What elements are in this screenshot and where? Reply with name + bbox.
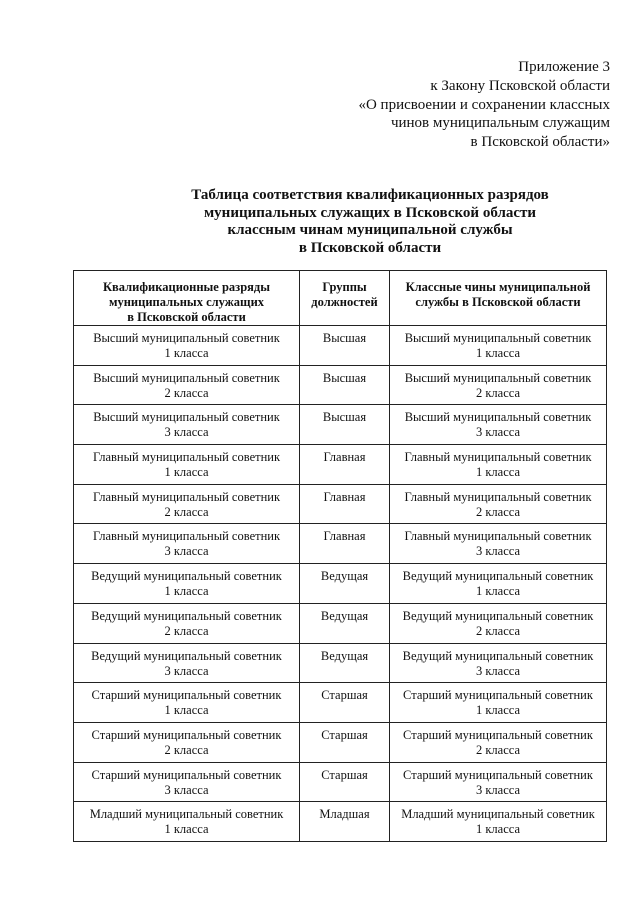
cell-class-rank bbox=[390, 762, 607, 802]
cell-text: Ведущий муниципальный советник bbox=[402, 608, 594, 623]
cell-class-rank bbox=[390, 524, 607, 564]
cell-text: Главная bbox=[323, 489, 366, 504]
appendix-line: к Закону Псковской области bbox=[430, 77, 610, 94]
cell-position-group bbox=[300, 683, 390, 723]
cell-text: Высшая bbox=[322, 370, 367, 385]
cell-text: 1 класса bbox=[164, 584, 209, 599]
cell-qualification-rank bbox=[74, 643, 300, 683]
header-qualification-ranks bbox=[74, 271, 300, 326]
cell-text: 1 класса bbox=[164, 465, 209, 480]
cell-qualification-rank bbox=[74, 524, 300, 564]
cell-text: 1 класса bbox=[164, 346, 209, 360]
cell-position-group bbox=[300, 365, 390, 405]
cell-text: Высший муниципальный советник bbox=[404, 370, 592, 385]
cell-class-rank bbox=[390, 445, 607, 485]
cell-text: Высший муниципальный советник bbox=[404, 410, 592, 425]
cell-class-rank bbox=[390, 484, 607, 524]
cell-text: Высший муниципальный советник bbox=[93, 331, 280, 345]
cell-text: Главный муниципальный советник bbox=[404, 489, 592, 504]
cell-text: 2 класса bbox=[164, 623, 209, 638]
cell-qualification-rank bbox=[74, 603, 300, 643]
title-line: муниципальных служащих в Псковской области bbox=[203, 204, 537, 221]
cell-text: 3 класса bbox=[164, 663, 209, 678]
table-title bbox=[150, 187, 590, 257]
cell-position-group bbox=[300, 802, 390, 842]
cell-qualification-rank bbox=[74, 564, 300, 604]
cell-text: 1 класса bbox=[164, 703, 209, 718]
cell-qualification-rank bbox=[74, 683, 300, 723]
cell-class-rank bbox=[390, 722, 607, 762]
cell-class-rank bbox=[390, 643, 607, 683]
cell-qualification-rank bbox=[74, 326, 300, 366]
cell-text: Ведущая bbox=[320, 608, 369, 623]
table-row bbox=[74, 722, 607, 762]
table-row bbox=[74, 445, 607, 485]
table-header-row bbox=[74, 271, 607, 326]
table-row bbox=[74, 643, 607, 683]
cell-text: Главный муниципальный советник bbox=[92, 529, 281, 544]
cell-text: 3 класса bbox=[475, 425, 521, 440]
cell-class-rank bbox=[390, 683, 607, 723]
cell-text: Высшая bbox=[322, 331, 367, 345]
cell-text: 3 класса bbox=[164, 782, 209, 797]
appendix-line: «О присвоении и сохранении классных bbox=[358, 96, 610, 113]
cell-position-group bbox=[300, 603, 390, 643]
cell-text: Ведущая bbox=[320, 569, 369, 584]
table-row bbox=[74, 603, 607, 643]
cell-text: 3 класса bbox=[164, 425, 209, 440]
cell-class-rank bbox=[390, 365, 607, 405]
header-line: должностей bbox=[311, 295, 378, 309]
cell-position-group bbox=[300, 326, 390, 366]
cell-text: 1 класса bbox=[475, 822, 521, 837]
cell-text: Старший муниципальный советник bbox=[91, 767, 282, 782]
title-line: Таблица соответствия квалификационных разрядов bbox=[191, 187, 549, 203]
cell-text: Главный муниципальный советник bbox=[404, 529, 592, 544]
cell-position-group bbox=[300, 524, 390, 564]
cell-text: Младшая bbox=[319, 807, 370, 822]
cell-text: Высший муниципальный советник bbox=[404, 331, 592, 345]
table-row bbox=[74, 484, 607, 524]
header-line: в Псковской области bbox=[127, 310, 246, 324]
cell-text: Высшая bbox=[322, 410, 367, 425]
table-row bbox=[74, 762, 607, 802]
cell-text: Ведущий муниципальный советник bbox=[402, 569, 594, 584]
cell-class-rank bbox=[390, 564, 607, 604]
cell-text: Старший муниципальный советник bbox=[403, 688, 593, 703]
cell-text: 2 класса bbox=[164, 385, 209, 400]
cell-text: 2 класса bbox=[475, 623, 521, 638]
table-body bbox=[74, 326, 607, 842]
header-line: Классные чины муниципальной bbox=[405, 280, 591, 294]
table-row bbox=[74, 564, 607, 604]
cell-position-group bbox=[300, 762, 390, 802]
cell-position-group bbox=[300, 484, 390, 524]
cell-qualification-rank bbox=[74, 365, 300, 405]
correspondence-table bbox=[73, 270, 607, 842]
cell-text: Главная bbox=[323, 450, 366, 465]
cell-qualification-rank bbox=[74, 484, 300, 524]
header-line: Квалификационные разряды bbox=[102, 280, 271, 294]
cell-text: Младший муниципальный советник bbox=[401, 807, 595, 822]
appendix-line: Приложение 3 bbox=[518, 59, 610, 75]
cell-text: Старший муниципальный советник bbox=[91, 688, 282, 703]
cell-position-group bbox=[300, 564, 390, 604]
header-line: Группы bbox=[322, 280, 367, 294]
cell-text: Старшая bbox=[321, 727, 368, 742]
cell-text: Старшая bbox=[321, 767, 368, 782]
table-row bbox=[74, 683, 607, 723]
cell-qualification-rank bbox=[74, 445, 300, 485]
cell-text: Старший муниципальный советник bbox=[403, 727, 593, 742]
table-row bbox=[74, 802, 607, 842]
cell-text: 2 класса bbox=[475, 504, 521, 519]
header-line: муниципальных служащих bbox=[108, 295, 265, 309]
header-position-groups bbox=[300, 271, 390, 326]
header-line: службы в Псковской области bbox=[415, 295, 581, 309]
cell-position-group bbox=[300, 405, 390, 445]
table-row bbox=[74, 326, 607, 366]
cell-text: 3 класса bbox=[475, 544, 521, 559]
cell-text: 1 класса bbox=[164, 822, 209, 837]
cell-qualification-rank bbox=[74, 802, 300, 842]
cell-text: Главный муниципальный советник bbox=[404, 450, 592, 465]
cell-text: Младший муниципальный советник bbox=[89, 807, 284, 822]
cell-qualification-rank bbox=[74, 405, 300, 445]
cell-qualification-rank bbox=[74, 722, 300, 762]
cell-text: Главный муниципальный советник bbox=[92, 489, 281, 504]
cell-text: Ведущий муниципальный советник bbox=[91, 608, 282, 623]
cell-position-group bbox=[300, 722, 390, 762]
cell-text: Ведущий муниципальный советник bbox=[91, 569, 282, 584]
cell-text: 2 класса bbox=[475, 385, 521, 400]
cell-text: 2 класса bbox=[164, 742, 209, 757]
cell-text: Высший муниципальный советник bbox=[93, 410, 280, 425]
cell-text: 3 класса bbox=[475, 782, 521, 797]
cell-text: Главная bbox=[323, 529, 366, 544]
cell-text: 1 класса bbox=[475, 465, 521, 480]
cell-text: Высший муниципальный советник bbox=[93, 370, 280, 385]
cell-text: 1 класса bbox=[475, 584, 521, 599]
cell-text: Ведущий муниципальный советник bbox=[91, 648, 282, 663]
cell-class-rank bbox=[390, 326, 607, 366]
header-class-ranks bbox=[390, 271, 607, 326]
cell-text: 2 класса bbox=[164, 504, 209, 519]
cell-text: 1 класса bbox=[475, 346, 521, 360]
cell-text: Старший муниципальный советник bbox=[403, 767, 593, 782]
cell-text: Ведущая bbox=[320, 648, 369, 663]
cell-text: 3 класса bbox=[475, 663, 521, 678]
cell-position-group bbox=[300, 643, 390, 683]
cell-text: 1 класса bbox=[475, 703, 521, 718]
cell-text: Ведущий муниципальный советник bbox=[402, 648, 594, 663]
cell-position-group bbox=[300, 445, 390, 485]
cell-class-rank bbox=[390, 802, 607, 842]
cell-text: Старшая bbox=[321, 688, 368, 703]
title-line: классным чинам муниципальной службы bbox=[227, 222, 513, 238]
appendix-line: в Псковской области» bbox=[470, 134, 610, 151]
cell-text: Главный муниципальный советник bbox=[92, 450, 281, 465]
cell-text: 3 класса bbox=[164, 544, 209, 559]
table-row bbox=[74, 524, 607, 564]
cell-class-rank bbox=[390, 405, 607, 445]
cell-qualification-rank bbox=[74, 762, 300, 802]
title-line: в Псковской области bbox=[298, 239, 442, 256]
appendix-note bbox=[358, 58, 610, 152]
table-row bbox=[74, 405, 607, 445]
cell-text: Старший муниципальный советник bbox=[91, 727, 282, 742]
table-row bbox=[74, 365, 607, 405]
appendix-line: чинов муниципальным служащим bbox=[390, 115, 610, 132]
cell-text: 2 класса bbox=[475, 742, 521, 757]
cell-class-rank bbox=[390, 603, 607, 643]
